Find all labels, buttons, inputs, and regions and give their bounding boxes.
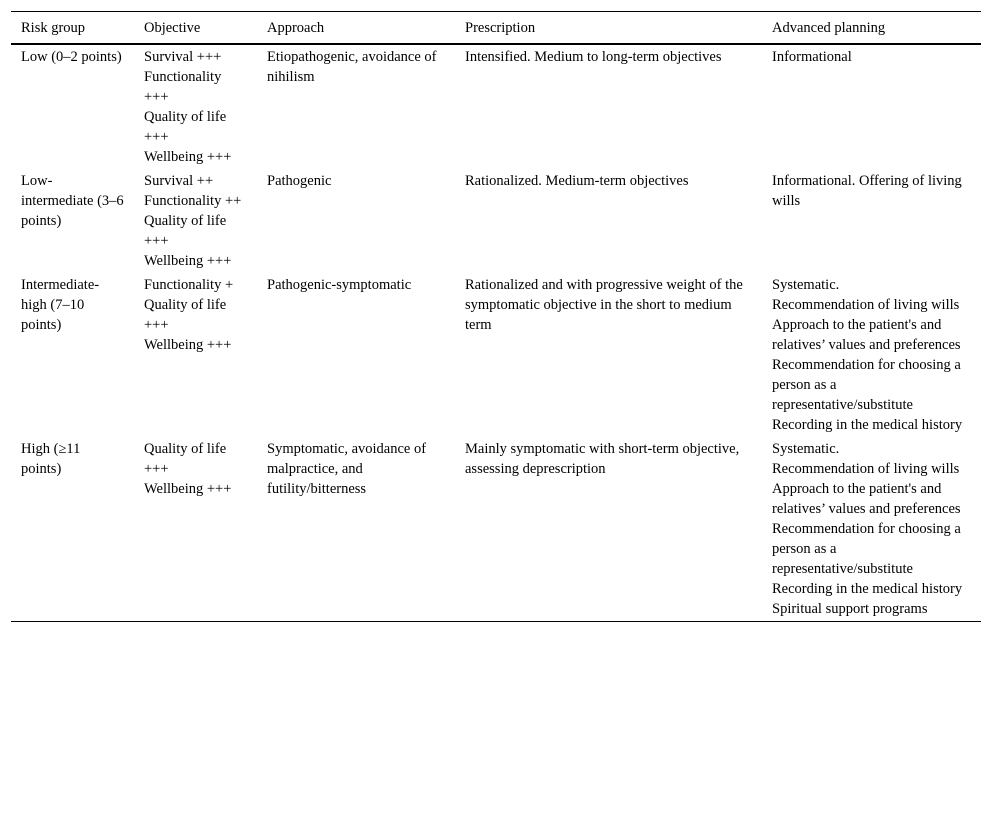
- cell-advanced-planning: [762, 439, 981, 622]
- planning-line: Recommendation of living wills: [772, 297, 960, 313]
- objective-line: Wellbeing +++: [144, 337, 232, 353]
- cell-risk-group: High (≥11 points): [11, 439, 134, 622]
- objective-line: Quality of life +++: [144, 297, 227, 333]
- objective-line: Survival ++: [144, 173, 214, 189]
- table-row: [11, 171, 981, 275]
- planning-line: Informational. Offering of living wills: [772, 173, 962, 209]
- cell-prescription: Rationalized. Medium-term objectives: [465, 173, 689, 189]
- risk-group-table-container: [11, 11, 981, 622]
- planning-line: Spiritual support programs: [772, 601, 928, 617]
- table-row: [11, 439, 981, 622]
- cell-objective: [134, 275, 257, 439]
- cell-approach: Symptomatic, avoidance of malpractice, and futility/bitterness: [257, 439, 455, 622]
- cell-risk-group: Low (0–2 points): [21, 49, 122, 65]
- cell-advanced-planning: [762, 171, 981, 275]
- objective-line: Wellbeing +++: [144, 149, 232, 165]
- planning-line: Approach to the patient's and relatives’ values and preferences: [772, 317, 961, 353]
- objective-line: Survival +++: [144, 49, 222, 65]
- table-header-row: [11, 12, 981, 45]
- planning-line: Recommendation of living wills: [772, 461, 960, 477]
- table-row: [11, 275, 981, 439]
- planning-line: Informational: [772, 49, 852, 65]
- cell-approach: Etiopathogenic, avoidance of nihilism: [267, 49, 437, 85]
- cell-risk-group: Intermediate-high (7–10 points): [21, 277, 100, 333]
- objective-line: Functionality ++: [144, 193, 242, 209]
- cell-objective: [134, 439, 257, 622]
- objective-line: Wellbeing +++: [144, 253, 232, 269]
- header-approach: Approach: [257, 12, 455, 45]
- header-risk-group: Risk group: [11, 12, 134, 45]
- table-row: [11, 44, 981, 171]
- cell-prescription: Rationalized and with progressive weight of the symptomatic objective in the short to medium term: [465, 277, 743, 333]
- objective-line: Functionality +: [144, 277, 234, 293]
- planning-line: Recording in the medical history: [772, 581, 963, 597]
- objective-line: Functionality +++: [144, 69, 222, 105]
- risk-group-table: [11, 11, 981, 622]
- cell-objective: [134, 171, 257, 275]
- cell-risk-group: Low-intermediate (3–6 points): [21, 173, 124, 229]
- planning-line: Recommendation for choosing a person as a representative/substitute: [772, 357, 961, 413]
- objective-line: Quality of life +++: [144, 441, 227, 477]
- objective-line: Wellbeing +++: [144, 481, 232, 497]
- cell-approach: Pathogenic: [267, 173, 332, 189]
- cell-approach: Pathogenic-symptomatic: [267, 277, 412, 293]
- planning-line: Recording in the medical history: [772, 417, 963, 433]
- header-advanced-planning: Advanced planning: [762, 12, 981, 45]
- cell-advanced-planning: [762, 44, 981, 171]
- planning-line: Systematic.: [772, 441, 840, 457]
- planning-line: Approach to the patient's and relatives’ values and preferences: [772, 481, 961, 517]
- planning-line: Systematic.: [772, 277, 840, 293]
- cell-advanced-planning: [762, 275, 981, 439]
- planning-line: Recommendation for choosing a person as a representative/substitute: [772, 521, 961, 577]
- header-prescription: Prescription: [455, 12, 762, 45]
- objective-line: Quality of life +++: [144, 213, 227, 249]
- header-objective: Objective: [134, 12, 257, 45]
- cell-prescription: Intensified. Medium to long-term objectives: [465, 49, 722, 65]
- cell-objective: [134, 44, 257, 171]
- cell-prescription: Mainly symptomatic with short-term objective, assessing deprescription: [455, 439, 762, 622]
- objective-line: Quality of life +++: [144, 109, 227, 145]
